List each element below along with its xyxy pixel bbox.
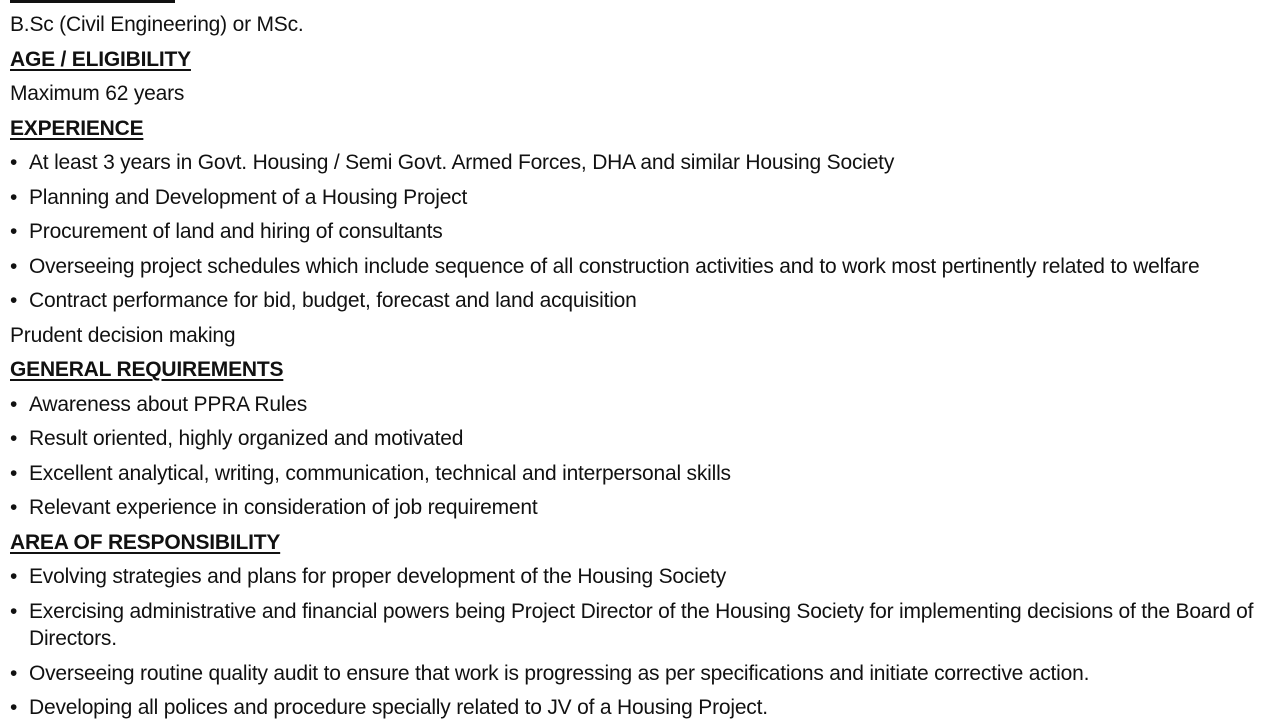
list-item-text: Evolving strategies and plans for proper development of the Housing Society	[29, 565, 727, 588]
bullet-glyph: •	[10, 496, 18, 519]
bullet-glyph: •	[10, 565, 18, 588]
list-item-text: Planning and Development of a Housing Project	[29, 185, 468, 209]
bullet-glyph: •	[10, 392, 18, 416]
general-requirements-heading: GENERAL REQUIREMENTS	[10, 358, 284, 381]
bullet-glyph: •	[10, 461, 18, 485]
list-item	[10, 388, 1272, 423]
list-item	[10, 595, 1272, 657]
list-item-text: Overseeing project schedules which include sequence of all construction activities and to work most pertinently related to welfare	[29, 254, 1200, 278]
list-item-text: Result oriented, highly organized and motivated	[29, 427, 464, 450]
list-item-text: At least 3 years in Govt. Housing / Semi Govt. Armed Forces, DHA and similar Housing Society	[29, 151, 895, 174]
list-item-text: Procurement of land and hiring of consultants	[29, 220, 443, 243]
list-item	[10, 284, 1272, 319]
bullet-glyph: •	[10, 599, 18, 623]
job-requirements-document	[10, 8, 1272, 726]
experience-list	[10, 146, 1272, 319]
age-eligibility-heading: AGE / ELIGIBILITY	[10, 47, 191, 71]
list-item	[10, 146, 1272, 181]
bullet-glyph: •	[10, 220, 18, 243]
list-item-text: Overseeing routine quality audit to ensure that work is progressing as per specifications and initiate corrective action.	[29, 661, 1090, 685]
bullet-glyph: •	[10, 185, 18, 209]
list-item	[10, 422, 1272, 457]
bullet-glyph: •	[10, 289, 18, 312]
bullet-glyph: •	[10, 696, 18, 719]
list-item-text: Developing all polices and procedure specially related to JV of a Housing Project.	[29, 696, 768, 719]
bullet-glyph: •	[10, 661, 18, 685]
list-item	[10, 250, 1272, 285]
experience-heading: EXPERIENCE	[10, 116, 144, 140]
list-item-text: Relevant experience in consideration of job requirement	[29, 496, 538, 519]
list-item-text: Excellent analytical, writing, communication, technical and interpersonal skills	[29, 461, 731, 485]
list-item-text: Contract performance for bid, budget, forecast and land acquisition	[29, 289, 637, 312]
list-item	[10, 457, 1272, 492]
responsibility-list	[10, 560, 1272, 726]
bullet-glyph: •	[10, 151, 18, 174]
general-requirements-list	[10, 388, 1272, 526]
list-item-text: Exercising administrative and financial powers being Project Director of the Housing Society for implementing decisions of the Board of Directors.	[29, 599, 1254, 650]
list-item	[10, 657, 1272, 692]
heading-underline-fragment	[10, 0, 175, 3]
qualification-text: B.Sc (Civil Engineering) or MSc.	[10, 13, 304, 36]
bullet-glyph: •	[10, 254, 18, 278]
list-item	[10, 181, 1272, 216]
list-item-text: Awareness about PPRA Rules	[29, 392, 308, 416]
bullet-glyph: •	[10, 427, 18, 450]
list-item	[10, 491, 1272, 526]
list-item	[10, 691, 1272, 726]
list-item	[10, 560, 1272, 595]
age-eligibility-text: Maximum 62 years	[10, 82, 185, 105]
list-item	[10, 215, 1272, 250]
experience-note: Prudent decision making	[10, 323, 236, 347]
area-of-responsibility-heading: AREA OF RESPONSIBILITY	[10, 530, 281, 554]
